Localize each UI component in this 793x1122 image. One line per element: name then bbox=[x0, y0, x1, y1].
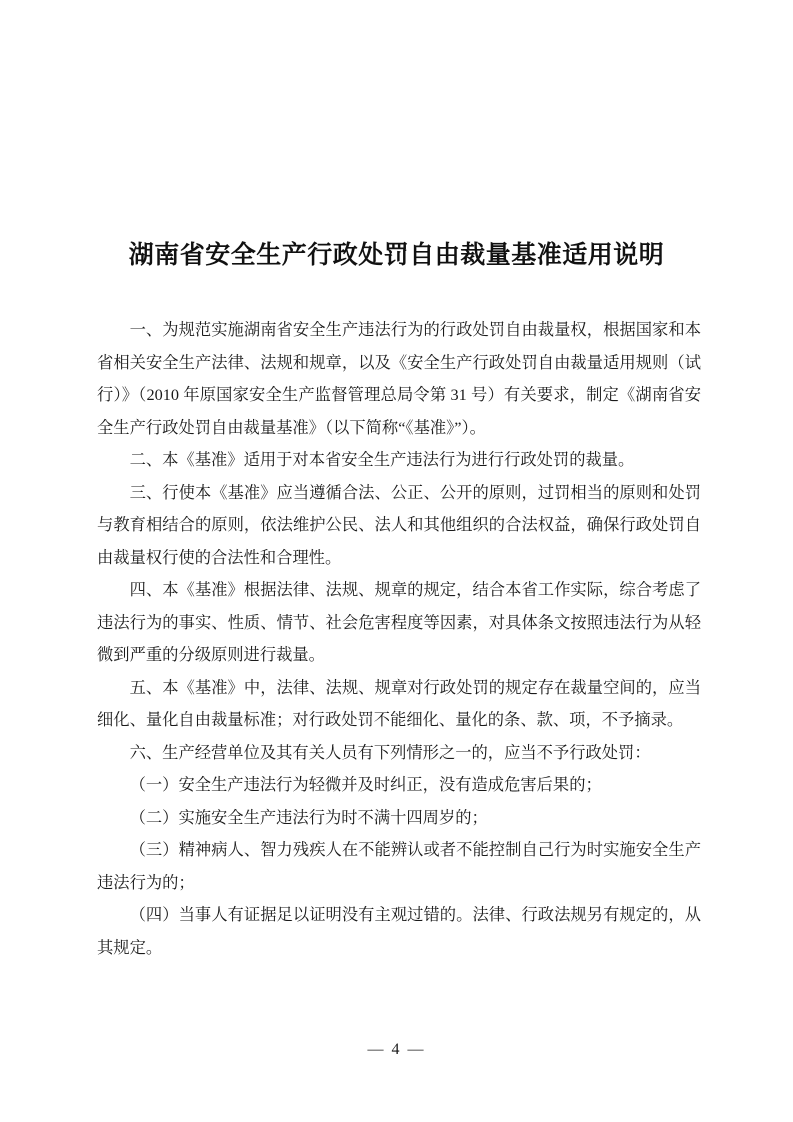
document-paragraph: 四、本《基准》根据法律、法规、规章的规定，结合本省工作实际，综合考虑了违法行为的事实、性质、情节、社会危害程度等因素，对具体条文按照违法行为从轻微到严重的分级原则进行裁量。 bbox=[97, 580, 701, 664]
document-paragraph: 二、本《基准》适用于对本省安全生产违法行为进行行政处罚的裁量。 bbox=[129, 450, 635, 469]
document-paragraph: （三）精神病人、智力残疾人在不能辨认或者不能控制自己行为时实施安全生产违法行为的； bbox=[97, 840, 701, 892]
document-paragraph: 五、本《基准》中，法律、法规、规章对行政处罚的规定存在裁量空间的，应当细化、量化自由裁量标准；对行政处罚不能细化、量化的条、款、项，不予摘录。 bbox=[97, 677, 701, 729]
document-title: 湖南省安全生产行政处罚自由裁量基准适用说明 bbox=[128, 241, 665, 269]
document-paragraph: （一）安全生产违法行为轻微并及时纠正，没有造成危害后果的； bbox=[129, 775, 602, 794]
document-paragraph: （二）实施安全生产违法行为时不满十四周岁的； bbox=[129, 807, 488, 827]
document-paragraph: 一、为规范实施湖南省安全生产违法行为的行政处罚自由裁量权，根据国家和本省相关安全生产法律、法规和规章，以及《安全生产行政处罚自由裁量适用规则（试行）》（2010 年原国家安全生产监督管理总局令第 31 号）有关要求，制定《湖南省安全生产行政处罚自由裁量基准》（以下简称“《基准》”）。 bbox=[97, 320, 701, 437]
document-paragraph: （四）当事人有证据足以证明没有主观过错的。法律、行政法规另有规定的，从其规定。 bbox=[97, 905, 701, 957]
page-number: — 4 — bbox=[367, 1041, 426, 1058]
document-paragraph: 六、生产经营单位及其有关人员有下列情形之一的，应当不予行政处罚： bbox=[129, 742, 651, 762]
page-footer bbox=[0, 1038, 793, 1062]
document-paragraph: 三、行使本《基准》应当遵循合法、公正、公开的原则，过罚相当的原则和处罚与教育相结合的原则，依法维护公民、法人和其他组织的合法权益，确保行政处罚自由裁量权行使的合法性和合理性。 bbox=[97, 482, 701, 567]
document-body bbox=[97, 314, 701, 964]
